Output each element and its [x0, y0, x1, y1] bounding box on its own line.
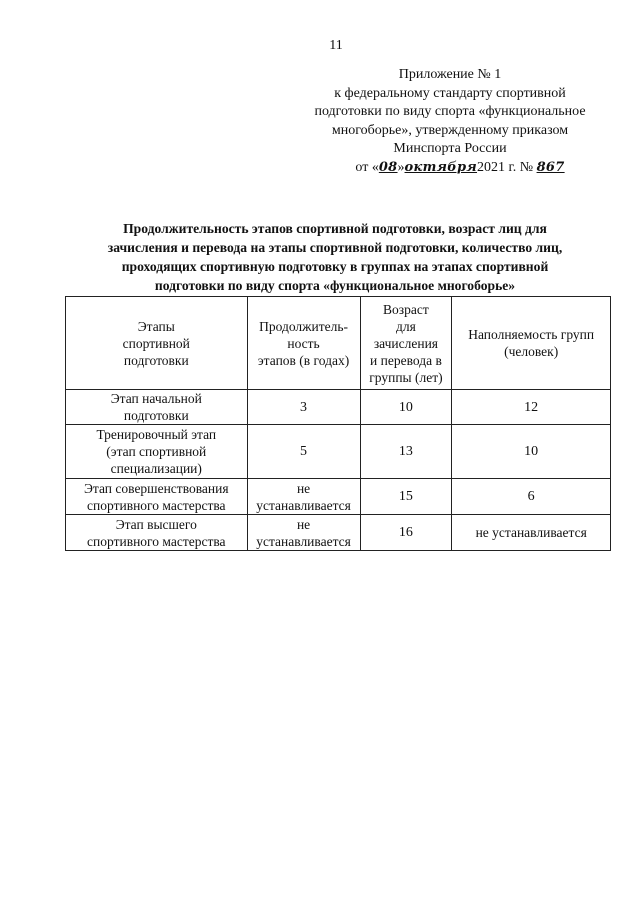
header-text: (человек) [504, 344, 559, 359]
cell-text: не [296, 516, 311, 532]
cell-text: устанавливается [256, 497, 351, 513]
header-text: ность [287, 335, 320, 351]
table-header-row [66, 297, 611, 390]
cell-text: подготовки [123, 408, 189, 423]
order-number-handwritten: 867 [536, 159, 565, 175]
cell-text: 3 [300, 399, 308, 415]
order-year: 2021 г. № [477, 159, 534, 175]
page-number: 11 [329, 38, 343, 53]
header-text: Наполняемость групп [468, 327, 595, 342]
stage-cell [66, 479, 248, 515]
table-row [66, 425, 611, 479]
cell-text: спортивного мастерства [87, 497, 226, 513]
header-text: Продолжитель- [259, 318, 348, 334]
stage-cell [66, 515, 248, 551]
header-stage [66, 297, 248, 390]
cell-text: Тренировочный этап [96, 427, 217, 442]
cell-text: Этап начальной [110, 391, 202, 406]
age-cell: 13 [360, 425, 452, 479]
order-prefix: от « [355, 159, 379, 175]
stage-cell [66, 390, 248, 425]
header-text: и перевода в [370, 352, 442, 368]
age-cell: 16 [360, 515, 452, 551]
cell-text: спортивного мастерства [87, 533, 226, 549]
group-size-cell: не устанавливается [452, 515, 611, 551]
title-line: подготовки по виду спорта «функциональное многоборье» [154, 278, 516, 293]
header-text: подготовки [123, 352, 189, 368]
cell-text: (этап спортивной [106, 444, 207, 459]
cell-text: 5 [300, 444, 308, 459]
appendix-line: к федеральному стандарту спортивной [334, 85, 566, 101]
appendix-line: Минспорта России [393, 141, 507, 156]
appendix-line: многоборье», утвержденному приказом [331, 122, 569, 138]
appendix-line: подготовки по виду спорта «функциональное [314, 104, 586, 119]
order-mid: » [397, 159, 405, 175]
duration-cell [247, 479, 360, 515]
cell-text: не [296, 480, 311, 496]
header-text: спортивной [122, 335, 190, 351]
table-row [66, 479, 611, 515]
header-group-size [452, 297, 611, 390]
document-title [40, 219, 630, 295]
cell-text: специализации) [110, 461, 202, 476]
header-text: зачисления [373, 335, 439, 351]
duration-cell [247, 390, 360, 425]
group-size-cell: 12 [452, 390, 611, 425]
stages-table [65, 296, 611, 551]
stage-cell [66, 425, 248, 479]
table-row [66, 515, 611, 551]
order-month-handwritten: октября [404, 159, 478, 175]
title-line: проходящих спортивную подготовку в группах на этапах спортивной [121, 259, 549, 274]
appendix-heading: Приложение № 1 [398, 67, 502, 82]
duration-cell [247, 515, 360, 551]
cell-text: устанавливается [256, 533, 351, 549]
appendix-block [300, 66, 600, 177]
table-row [66, 390, 611, 425]
age-cell: 15 [360, 479, 452, 515]
header-duration [247, 297, 360, 390]
header-text: группы (лет) [369, 369, 443, 385]
order-day-handwritten: 08 [378, 159, 398, 175]
title-line: Продолжительность этапов спортивной подготовки, возраст лиц для [123, 221, 547, 236]
age-cell: 10 [360, 390, 452, 425]
order-date-line [320, 159, 600, 178]
header-text: для [396, 318, 416, 334]
header-text: Возраст [383, 301, 429, 317]
group-size-cell: 10 [452, 425, 611, 479]
cell-text: Этап совершенствования [84, 480, 229, 496]
duration-cell [247, 425, 360, 479]
title-line: зачисления и перевода на этапы спортивной подготовки, количество лиц, [107, 240, 563, 255]
header-age [360, 297, 452, 390]
header-text: Этапы [137, 318, 175, 334]
group-size-cell: 6 [452, 479, 611, 515]
header-text: этапов (в годах) [257, 352, 350, 368]
cell-text: Этап высшего [115, 516, 197, 532]
